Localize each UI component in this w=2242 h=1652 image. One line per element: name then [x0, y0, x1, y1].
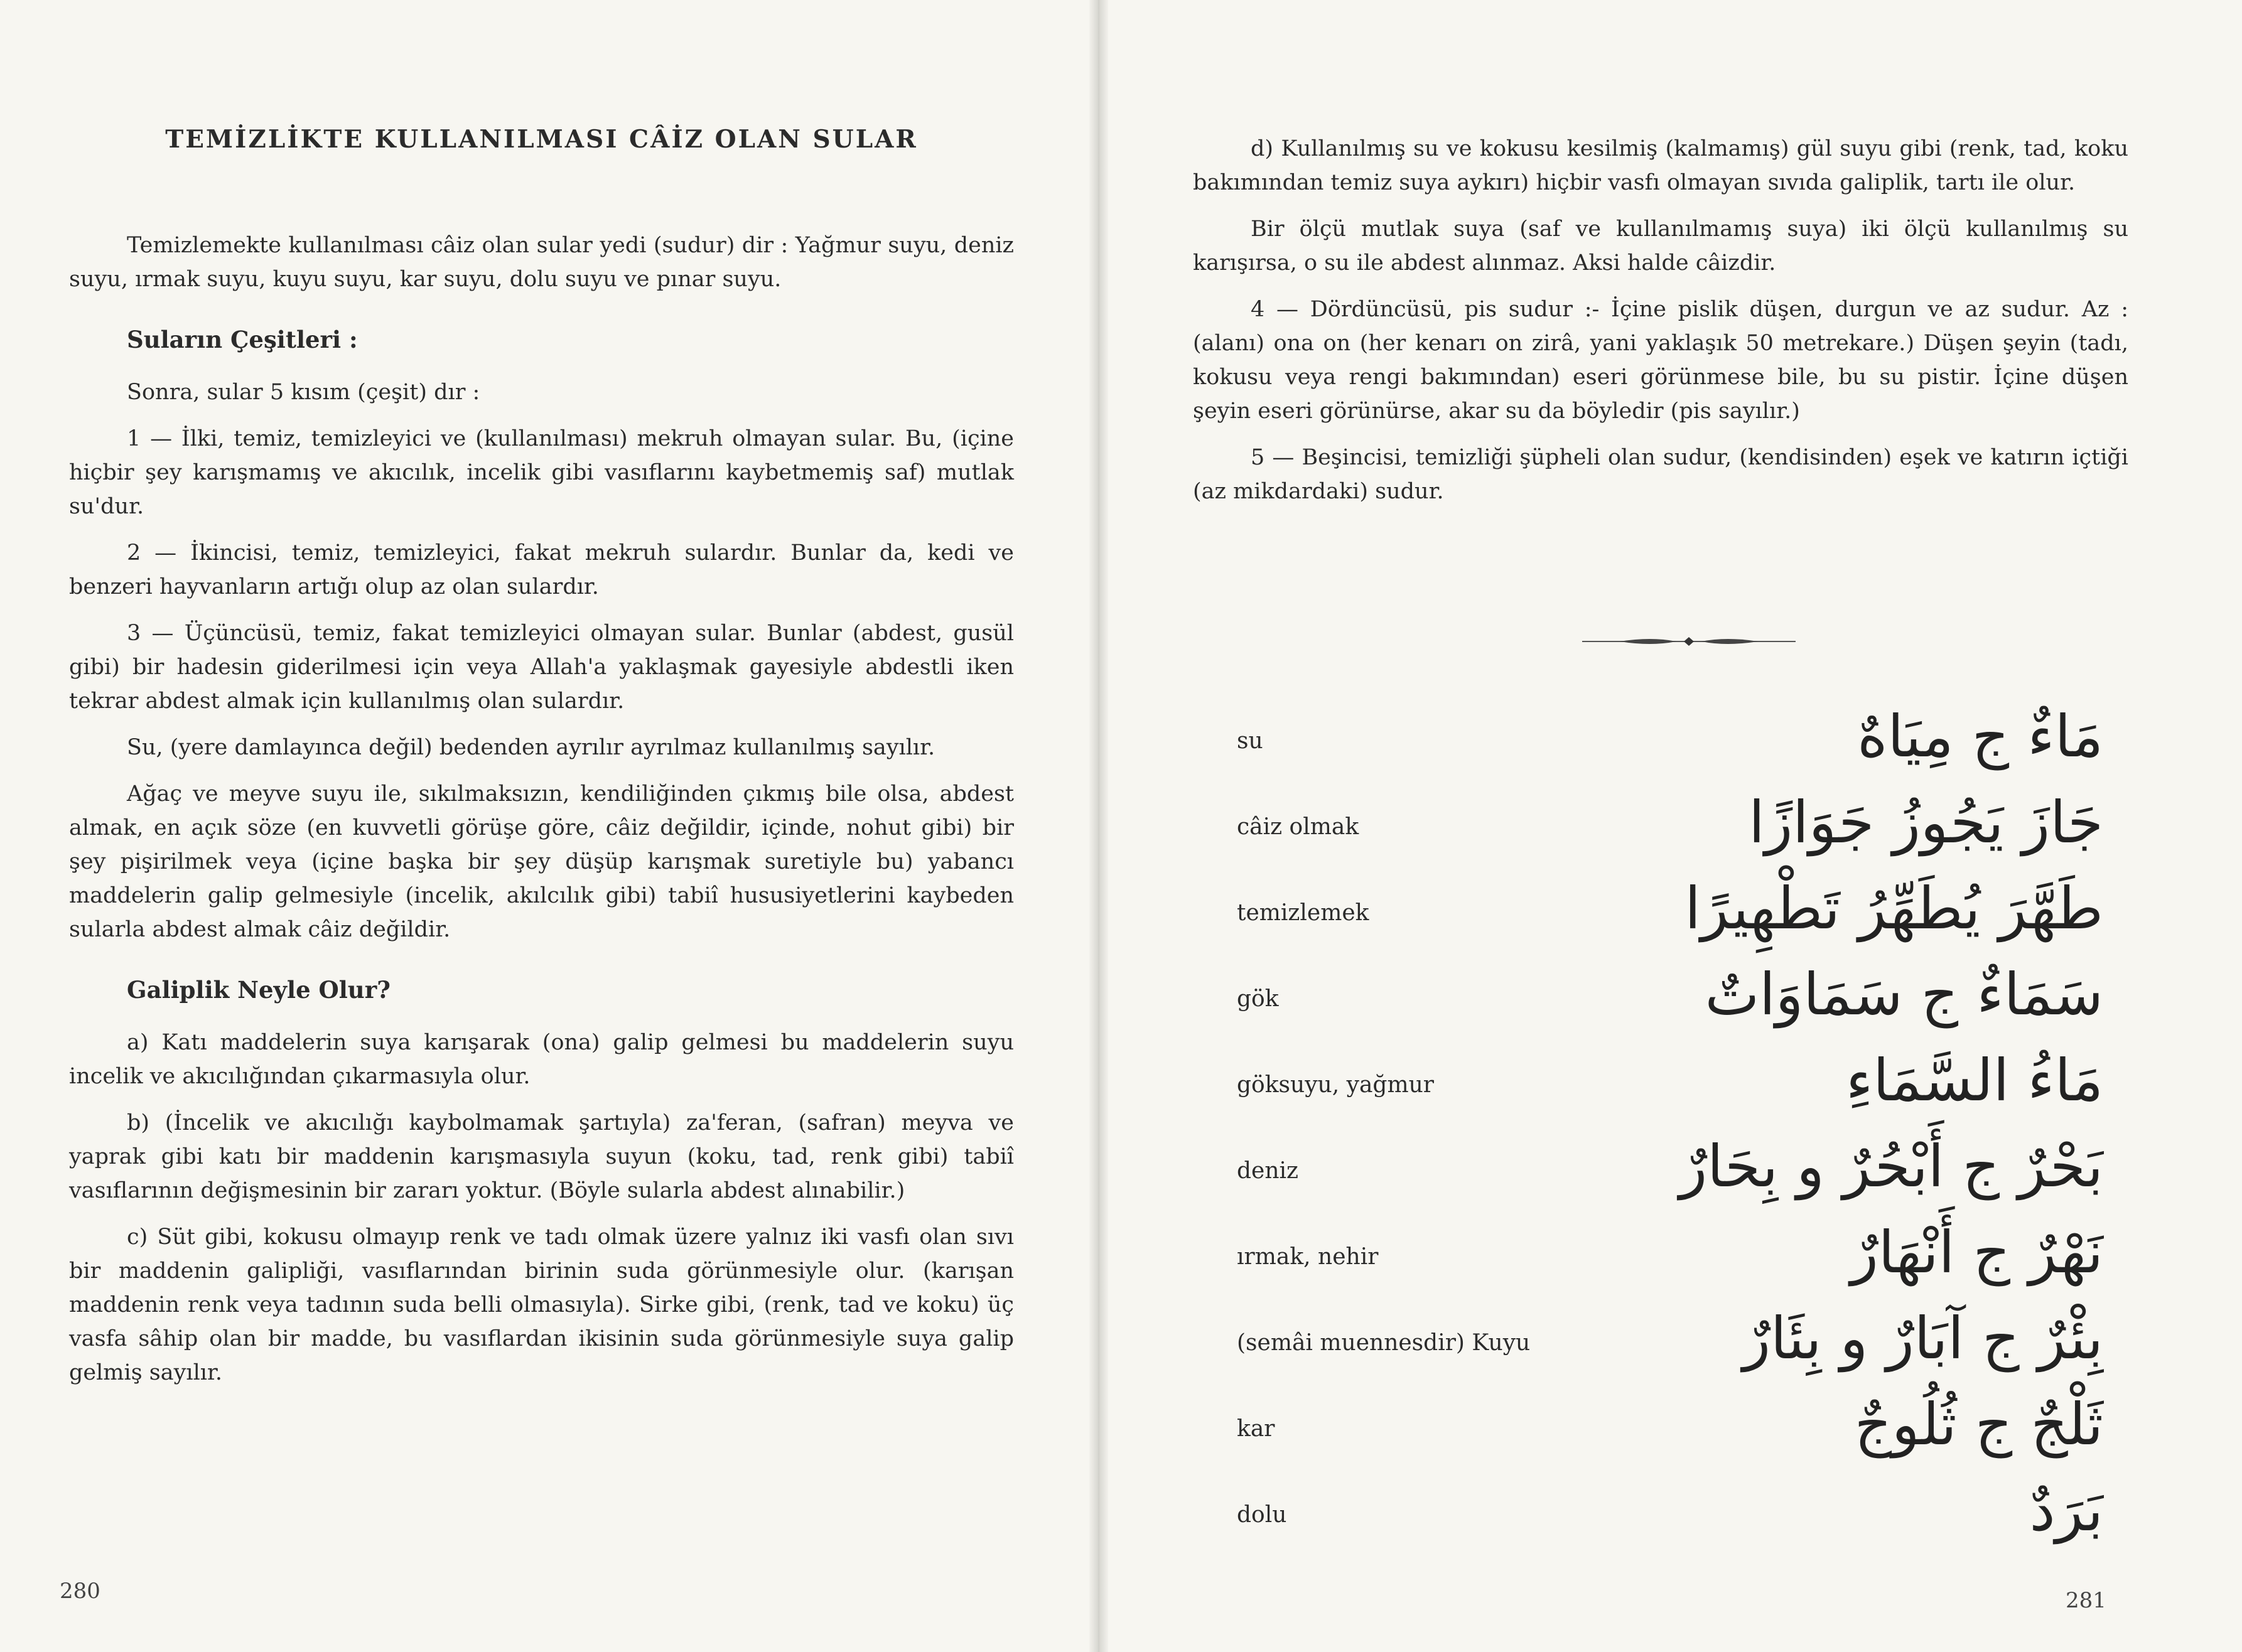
paragraph-kind-4: 4 — Dördüncüsü, pis sudur :- İçine pislik düşen, durgun ve az sudur. Az : (alanı) ona on (her kenarı on zirâ, yani yaklaşık 50 metrekare.) Düşen şeyin (tadı, kokusu veya rengi bakımından) eseri görünmese bile, bu su pistir. İçine düşen şeyin eseri görünürse, akar su da böyledir (pis sayılır.)	[1193, 297, 2128, 424]
vocab-turkish: (semâi muennesdir) Kuyu	[1237, 1330, 1531, 1356]
left-page-text	[69, 122, 1014, 1402]
vocab-row	[1237, 961, 2103, 1043]
vocab-arabic: مَاءُ السَّمَاءِ	[1846, 1047, 2103, 1114]
right-page-text	[1193, 132, 2128, 521]
vocab-turkish: temizlemek	[1237, 900, 1369, 926]
paragraph-kind-5: 5 — Beşincisi, temizliği şüpheli olan sudur, (kendisinden) eşek ve katırın içtiği (az mikdardaki) sudur.	[1193, 445, 2128, 504]
paragraph-kinds: Sonra, sular 5 kısım (çeşit) dır :	[127, 380, 480, 405]
heading-dominance: Galiplik Neyle Olur?	[127, 976, 391, 1004]
book-gutter	[1089, 0, 1108, 1652]
page-title: TEMİZLİKTE KULLANILMASI CÂİZ OLAN SULAR	[165, 125, 918, 154]
paragraph-b: b) (İncelik ve akıcılığı kaybolmamak şartıyla) za'feran, (safran) meyva ve yaprak gibi katı bir maddenin karışmasıyla suyun (koku, tad, renk gibi) tabiî vasıflarının değişmesinin bir zararı yoktur. (Böyle sularla abdest alınabilir.)	[69, 1110, 1014, 1203]
vocab-turkish: deniz	[1237, 1158, 1299, 1184]
page-number-right: 281	[2066, 1588, 2106, 1613]
vocab-turkish: gök	[1237, 986, 1279, 1012]
paragraph-ratio: Bir ölçü mutlak suya (saf ve kullanılmamış suya) iki ölçü kullanılmış su karışırsa, o su ile abdest alınmaz. Aksi halde câizdir.	[1193, 217, 2128, 276]
paragraph-fruit-juice: Ağaç ve meyve suyu ile, sıkılmaksızın, kendiliğinden çıkmış bile olsa, abdest almak, en açık söze (en kuvvetli görüşe göre, câiz değildir, içinde, nohut gibi) bir şey pişirilmek veya (içine başka bir şey düşüp karışmak suretiyle bu) yabancı maddelerin galip gelmesiyle (incelik, akılcılık gibi) tabiî hususiyetlerini kaybeden sularla abdest almak câiz değildir.	[69, 781, 1014, 942]
vocab-turkish: su	[1237, 728, 1263, 754]
paragraph-d: d) Kullanılmış su ve kokusu kesilmiş (kalmamış) gül suyu gibi (renk, tad, koku bakımından temiz suya aykırı) hiçbir vasfı olmayan sıvıda galiplik, tartı ile olur.	[1193, 136, 2128, 195]
intro-paragraph: Temizlemekte kullanılması câiz olan sular yedi (sudur) dir : Yağmur suyu, deniz suyu, ırmak suyu, kuyu suyu, kar suyu, dolu suyu ve pınar suyu.	[69, 233, 1014, 292]
paragraph-used-water: Su, (yere damlayınca değil) bedenden ayrılır ayrılmaz kullanılmış sayılır.	[127, 735, 935, 760]
vocab-row	[1237, 1305, 2103, 1386]
vocab-row	[1237, 1477, 2103, 1558]
vocab-turkish: dolu	[1237, 1502, 1287, 1528]
paragraph-kind-1: 1 — İlki, temiz, temizleyici ve (kullanılması) mekruh olmayan sular. Bu, (içine hiçbir şey karışmamış ve akıcılık, incelik gibi vasıflarını kaybetmemiş saf) mutlak su'dur.	[69, 426, 1014, 519]
vocab-turkish: câiz olmak	[1237, 814, 1359, 840]
paragraph-c: c) Süt gibi, kokusu olmayıp renk ve tadı olmak üzere yalnız iki vasfı olan sıvı bir maddenin galipliği, vasıflarından birinin suda görünmesiyle olur. (karışan maddenin renk veya tadının suda belli olmasıyla). Sirke gibi, (renk, tad ve koku) üç vasfa sâhip olan bir madde, bu vasıflardan ikisinin suda görünmesiyle suya galip gelmiş sayılır.	[69, 1225, 1014, 1385]
vocab-arabic: بِئْرٌ ج آبَارٌ و بِئَارٌ	[1742, 1305, 2103, 1372]
vocab-arabic: مَاءٌ ج مِيَاهٌ	[1857, 703, 2103, 770]
heading-water-kinds: Suların Çeşitleri :	[127, 326, 358, 353]
vocab-turkish: göksuyu, yağmur	[1237, 1072, 1434, 1098]
paragraph-a: a) Katı maddelerin suya karışarak (ona) galip gelmesi bu maddelerin suyu incelik ve akıcılığından çıkarmasıyla olur.	[69, 1030, 1014, 1089]
vocab-arabic: بَحْرٌ ج أَبْحُرٌ و بِحَارٌ	[1679, 1133, 2103, 1200]
page-number-left: 280	[60, 1579, 100, 1604]
vocab-turkish: kar	[1237, 1416, 1275, 1442]
divider-ornament	[1582, 634, 1796, 649]
vocab-turkish: ırmak, nehir	[1237, 1244, 1379, 1270]
vocab-row	[1237, 875, 2103, 957]
vocab-arabic: جَازَ يَجُوزُ جَوَازًا	[1749, 789, 2103, 856]
vocab-row	[1237, 1219, 2103, 1301]
vocab-row	[1237, 703, 2103, 785]
vocab-row	[1237, 789, 2103, 871]
vocab-arabic: طَهَّرَ يُطَهِّرُ تَطْهِيرًا	[1684, 875, 2103, 942]
vocab-arabic: ثَلْجٌ ج ثُلُوجٌ	[1854, 1391, 2103, 1458]
paragraph-kind-3: 3 — Üçüncüsü, temiz, fakat temizleyici olmayan sular. Bunlar (abdest, gusül gibi) bir hadesin giderilmesi için veya Allah'a yaklaşmak gayesiyle abdestli iken tekrar abdest almak için kullanılmış olan sulardır.	[69, 621, 1014, 714]
vocab-row	[1237, 1391, 2103, 1472]
paragraph-kind-2: 2 — İkincisi, temiz, temizleyici, fakat mekruh sulardır. Bunlar da, kedi ve benzeri hayvanların artığı olup az olan sulardır.	[69, 540, 1014, 599]
vocab-row	[1237, 1133, 2103, 1215]
vocab-row	[1237, 1047, 2103, 1129]
vocab-arabic: بَرَدٌ	[2029, 1477, 2103, 1544]
vocab-arabic: نَهْرٌ ج أَنْهَارٌ	[1850, 1219, 2103, 1286]
vocab-arabic: سَمَاءٌ ج سَمَاوَاتٌ	[1705, 961, 2103, 1028]
